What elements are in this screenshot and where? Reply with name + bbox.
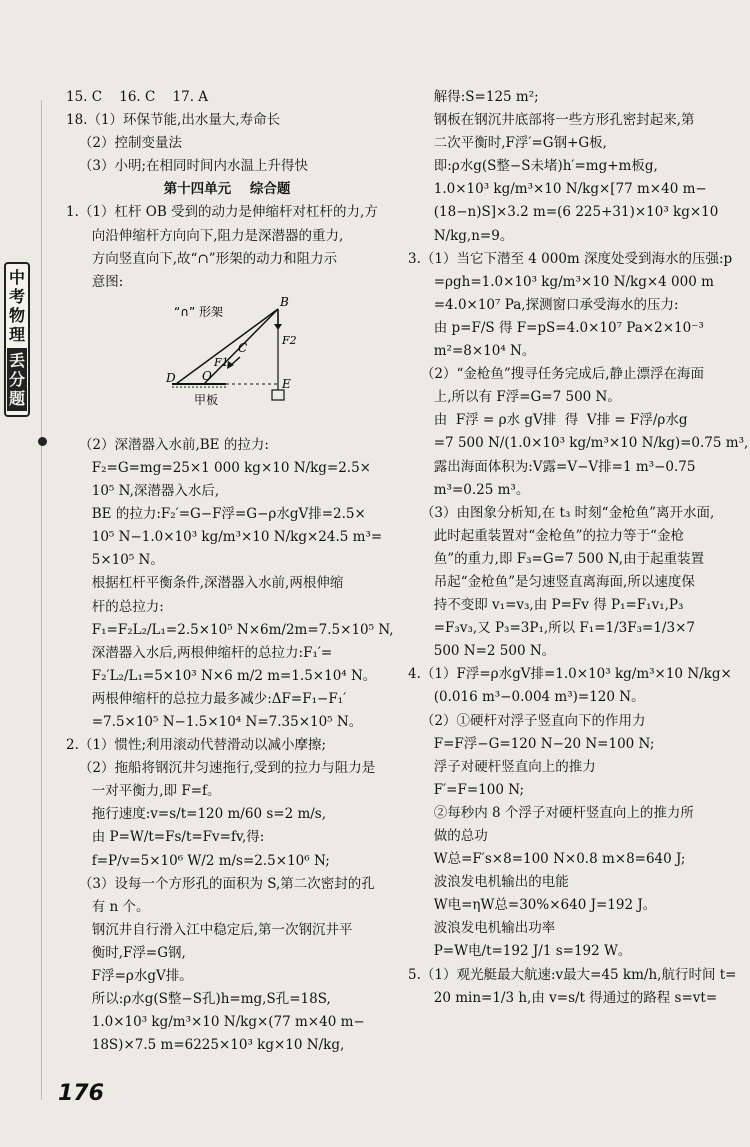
answer-line: 拖行速度:v=s/t=120 m/60 s=2 m/s, <box>66 806 327 823</box>
answer-line: P=W电/t=192 J/1 s=192 W。 <box>408 943 632 960</box>
answer-line <box>408 1010 743 1033</box>
answer-line: 15. C 16. C 17. A <box>66 89 209 105</box>
answer-line: 浮子对硬杆竖直向上的推力 <box>408 758 596 775</box>
answer-line: BE 的拉力:F₂′=G−F浮=G−ρ水gV排=2.5× <box>66 506 366 523</box>
answer-line: 18.（1）环保节能,出水量大,寿命长 <box>66 112 281 129</box>
answer-line: 意图: <box>66 273 124 290</box>
lever-diagram <box>66 294 388 434</box>
answer-line: 鱼”的重力,即 F₃=G=7 500 N,由于起重装置 <box>408 550 705 567</box>
answer-line: （2）拖船将钢沉井匀速拖行,受到的拉力与阻力是 <box>66 760 376 777</box>
answer-line: 向沿伸缩杆方向向下,阻力是深潜器的重力, <box>66 227 344 244</box>
answer-line: 5×10⁵ N。 <box>66 552 164 569</box>
answer-line: 杆的总拉力: <box>66 598 164 615</box>
answer-line: 钢板在钢沉井底部将一些方形孔密封起来,第 <box>408 112 695 129</box>
right-column <box>408 86 749 1033</box>
answer-line: 持不变即 v₁=v₃,由 P=Fv 得 P₁=F₁v₁,P₃ <box>408 597 684 614</box>
answer-line: 由 F浮 = ρ水 gV排 得 V排 = F浮/ρ水g <box>408 412 688 429</box>
answer-line: W总=F′s×8=100 N×0.8 m×8=640 J; <box>408 851 686 868</box>
answer-line: 二次平衡时,F浮′=G钢+G板, <box>408 135 607 152</box>
answer-line: 所以:ρ水g(S整−S孔)h=mg,S孔=18S, <box>66 991 331 1008</box>
answer-line: m³=0.25 m³。 <box>408 481 530 498</box>
answer-line: (0.016 m³−0.004 m³)=120 N。 <box>408 689 645 706</box>
label-o: O <box>202 368 212 383</box>
answer-line: 4.（1）F浮=ρ水gV排=1.0×10³ kg/m³×10 N/kg× <box>408 666 732 683</box>
lever-ob <box>176 309 278 384</box>
answer-line: 解得:S=125 m²; <box>408 89 539 105</box>
answer-line: 即:ρ水g(S整−S未堵)h′=mg+m板g, <box>408 158 658 175</box>
answer-line: （3）由图象分析知,在 t₃ 时刻“金枪鱼”离开水面, <box>408 504 715 521</box>
answer-line: =7.5×10⁵ N−1.5×10⁴ N=7.35×10⁵ N。 <box>66 713 363 730</box>
label-c: C <box>238 340 248 355</box>
answer-line: （2）深潜器入水前,BE 的拉力: <box>66 436 269 453</box>
section-heading: 第十四单元 综合题 <box>163 181 291 198</box>
answer-line: 两根伸缩杆的总拉力最多减少:ΔF=F₁−F₁′ <box>66 690 347 707</box>
f2-arrowhead <box>274 324 282 330</box>
answer-line: F=F浮−G=120 N−20 N=100 N; <box>408 735 655 752</box>
answer-line: 10⁵ N,深潜器入水后, <box>66 483 220 500</box>
answer-line: =4.0×10⁷ Pa,探测窗口承受海水的压力: <box>408 296 679 313</box>
answer-line: 10⁵ N−1.0×10³ kg/m³×10 N/kg×24.5 m³= <box>66 529 383 546</box>
answer-line: =F₃v₃,又 P₃=3P₁,所以 F₁=1/3F₃=1/3×7 <box>408 620 695 637</box>
side-tab-title: 中考物理 <box>8 268 25 344</box>
answer-line: 5.（1）观光艇最大航速:v最大=45 km/h,航行时间 t= <box>408 966 737 983</box>
label-e: E <box>282 376 291 391</box>
side-tab-subtitle: 丢分题 <box>7 348 27 411</box>
answer-line: 2.（1）惯性;利用滚动代替滑动以减小摩擦; <box>66 737 327 754</box>
answer-line: (18−n)S]×3.2 m=(6 225+31)×10³ kg×10 <box>408 204 719 221</box>
answer-line: F₁=F₂L₂/L₁=2.5×10⁵ N×6m/2m=7.5×10⁵ N, <box>66 621 394 638</box>
answer-line: 方向竖直向下,故“∩”形架的动力和阻力示 <box>66 250 338 267</box>
answer-line: f=P/v=5×10⁶ W/2 m/s=2.5×10⁶ N; <box>66 852 330 869</box>
binding-line <box>41 100 42 1100</box>
answer-line: 20 min=1/3 h,由 v=s/t 得通过的路程 s=vt= <box>408 989 718 1006</box>
answer-line: 深潜器入水后,两根伸缩杆的总拉力:F₁′= <box>66 644 333 661</box>
answer-line: 衡时,F浮=G钢, <box>66 944 186 961</box>
answer-line: F′=F=100 N; <box>408 781 525 798</box>
answer-line: 3.（1）当它下潜至 4 000m 深度处受到海水的压强:p <box>408 250 733 267</box>
answer-line: （3）小明;在相同时间内水温上升得快 <box>66 158 309 175</box>
answer-line: ②每秒内 8 个浮子对硬杆竖直向上的推力所 <box>408 804 694 821</box>
answer-line: 此时起重装置对“金枪鱼”的拉力等于“金枪 <box>408 527 684 544</box>
answer-line: 1.0×10³ kg/m³×10 N/kg×(77 m×40 m− <box>66 1014 365 1031</box>
submersible-box <box>272 390 284 400</box>
answer-line: 波浪发电机输出功率 <box>408 920 556 937</box>
answer-line: =7 500 N/(1.0×10³ kg/m³×10 N/kg)=0.75 m³, <box>408 435 749 452</box>
diagram-label-deck: 甲板 <box>194 392 219 407</box>
answer-line: 有 n 个。 <box>66 898 150 915</box>
answer-line: 钢沉井自行滑入江中稳定后,第一次钢沉井平 <box>66 921 353 938</box>
answer-line: W电=ηW总=30%×640 J=192 J。 <box>408 897 657 914</box>
answer-line: 1.（1）杠杆 OB 受到的动力是伸缩杆对杠杆的力,方 <box>66 204 378 221</box>
answer-line: 根据杠杆平衡条件,深潜器入水前,两根伸缩 <box>66 575 344 592</box>
answer-line: （2）“金枪鱼”搜寻任务完成后,静止漂浮在海面 <box>408 366 705 383</box>
diagram-label-frame: “∩” 形架 <box>174 304 224 319</box>
answer-line: 18S)×7.5 m=6225×10³ kg×10 N/kg, <box>66 1037 345 1054</box>
answer-line: 吊起“金枪鱼”是匀速竖直离海面,所以速度保 <box>408 573 695 590</box>
page-number: 176 <box>58 1081 104 1106</box>
answer-line: F₂=G=mg=25×1 000 kg×10 N/kg=2.5× <box>66 459 371 476</box>
label-f2: F2 <box>282 333 297 347</box>
answer-line: （2）①硬杆对浮子竖直向下的作用力 <box>408 712 646 729</box>
answer-line: 一对平衡力,即 F=f。 <box>66 783 221 800</box>
label-b: B <box>280 294 289 309</box>
answer-line: 1.0×10³ kg/m³×10 N/kg×[77 m×40 m− <box>408 181 707 198</box>
answer-line: 做的总功 <box>408 828 488 844</box>
answer-line: N/kg,n=9。 <box>408 227 514 244</box>
answer-line: 500 N=2 500 N。 <box>408 643 556 660</box>
answer-line: =ρgh=1.0×10³ kg/m³×10 N/kg×4 000 m <box>408 273 714 290</box>
answer-line: （3）设每一个方形孔的面积为 S,第二次密封的孔 <box>66 875 375 892</box>
side-dot <box>38 437 47 446</box>
answer-line: F₂′L₂/L₁=5×10³ N×6 m/2 m=1.5×10⁴ N。 <box>66 667 377 684</box>
label-d: D <box>166 370 176 385</box>
answer-line: 上,所以有 F浮=G=7 500 N。 <box>408 389 621 406</box>
answer-line: 由 P=W/t=Fs/t=Fv=fv,得: <box>66 829 265 846</box>
label-f1: F1 <box>214 355 229 369</box>
side-tab <box>4 262 30 417</box>
answer-line: （2）控制变量法 <box>66 135 182 152</box>
answer-line: 露出海面体积为:V露=V−V排=1 m³−0.75 <box>408 458 696 475</box>
left-column <box>66 86 394 1057</box>
answer-line: 波浪发电机输出的电能 <box>408 874 569 891</box>
answer-line: m²=8×10⁴ N。 <box>408 343 536 360</box>
answer-line: F浮=ρ水gV排。 <box>66 968 193 984</box>
lever-diagram-svg <box>166 294 326 429</box>
answer-line: 由 p=F/S 得 F=pS=4.0×10⁷ Pa×2×10⁻³ <box>408 319 704 336</box>
